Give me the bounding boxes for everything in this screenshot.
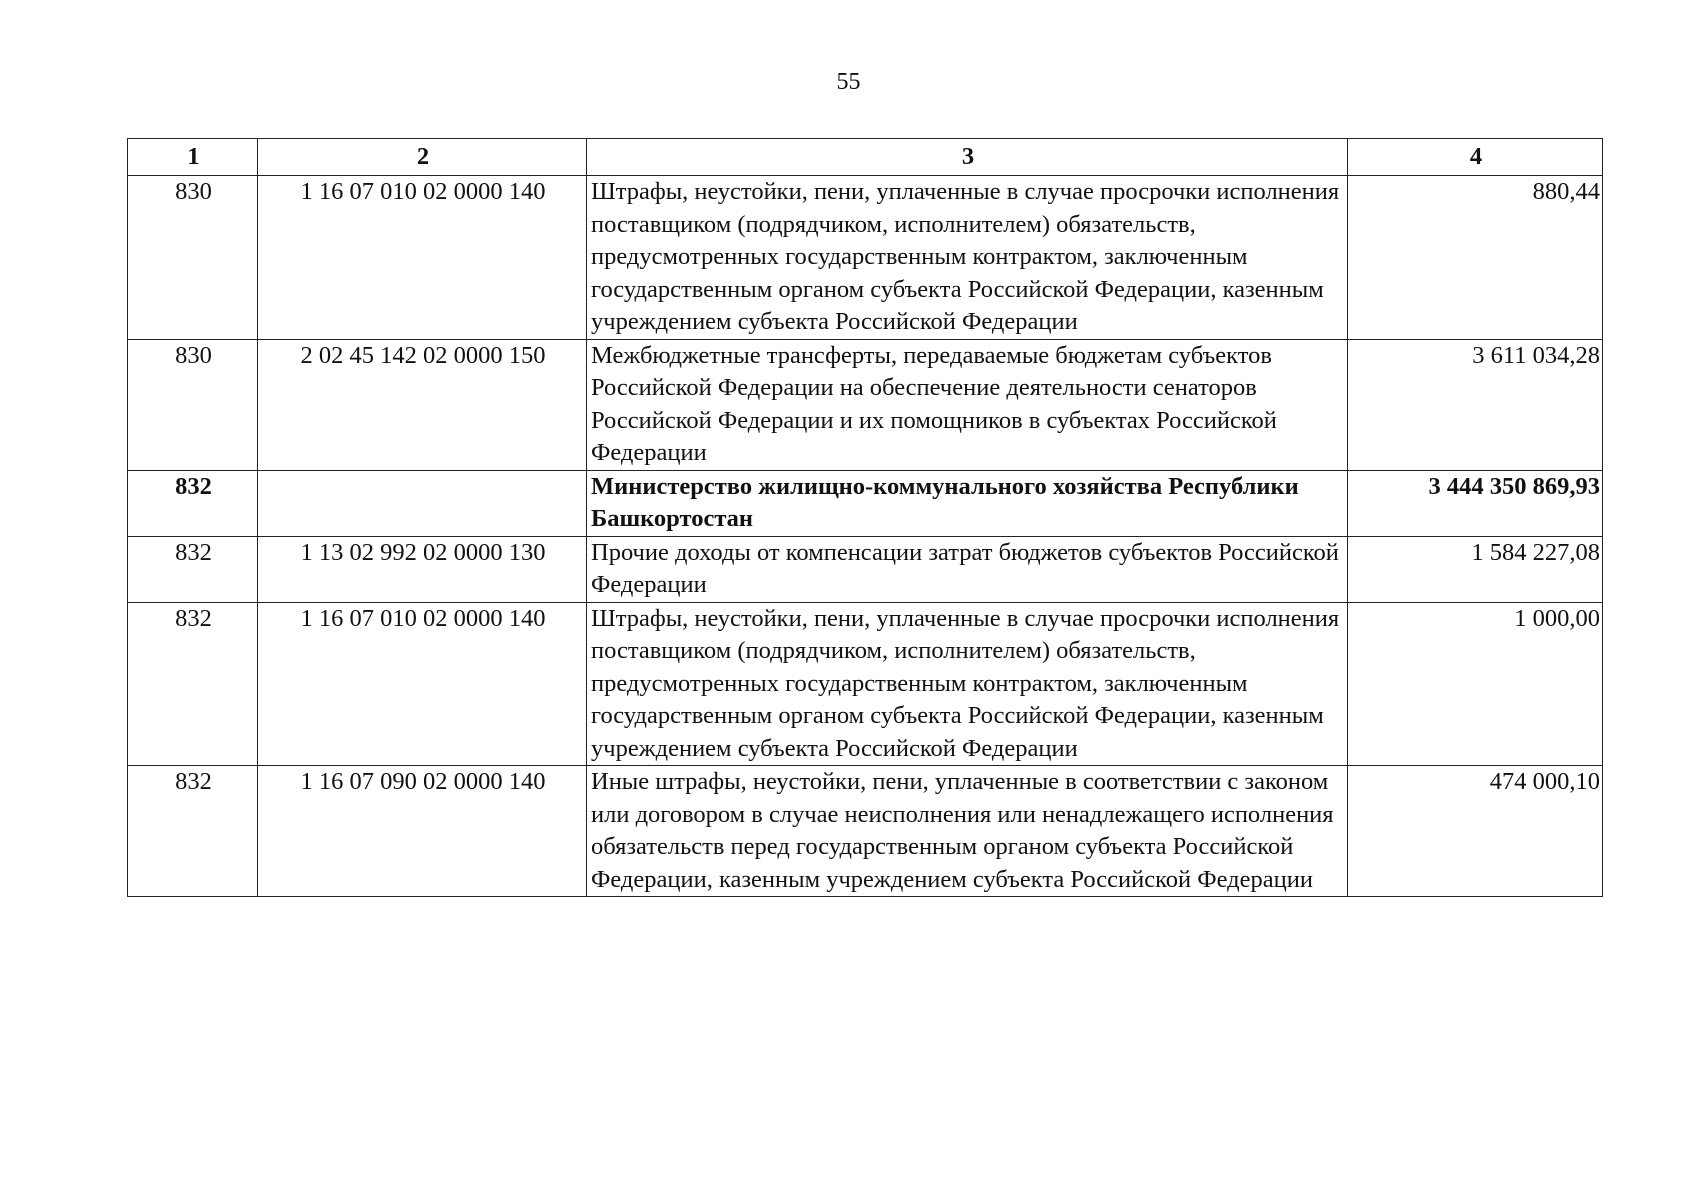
amount-cell: 1 584 227,08 bbox=[1348, 536, 1603, 602]
admin-code-cell: 830 bbox=[128, 176, 258, 340]
income-code-cell: 1 16 07 010 02 0000 140 bbox=[258, 176, 587, 340]
ministry-name-cell: Министерство жилищно-коммунального хозяйства Республики Башкортостан bbox=[587, 470, 1348, 536]
table-row-ministry-total bbox=[128, 470, 1603, 536]
revenue-table bbox=[127, 138, 1603, 897]
income-code-cell: 1 13 02 992 02 0000 130 bbox=[258, 536, 587, 602]
page-number: 55 bbox=[836, 69, 861, 95]
income-code-cell bbox=[258, 470, 587, 536]
header-col-2: 2 bbox=[258, 139, 587, 176]
header-col-3: 3 bbox=[587, 139, 1348, 176]
admin-code-cell: 832 bbox=[128, 602, 258, 766]
amount-cell: 1 000,00 bbox=[1348, 602, 1603, 766]
income-name-cell: Иные штрафы, неустойки, пени, уплаченные в соответствии с законом или договором в случае неисполнения или ненадлежащего исполнения обязательств перед государственным органом субъекта Российской Федерации, казенным учреждением субъекта Российской Федерации bbox=[587, 766, 1348, 897]
table-row bbox=[128, 339, 1603, 470]
income-name-cell: Прочие доходы от компенсации затрат бюджетов субъектов Российской Федерации bbox=[587, 536, 1348, 602]
income-name-cell: Межбюджетные трансферты, передаваемые бюджетам субъектов Российской Федерации на обеспечение деятельности сенаторов Российской Федерации и их помощников в субъектах Российской Федерации bbox=[587, 339, 1348, 470]
amount-cell: 474 000,10 bbox=[1348, 766, 1603, 897]
table-row bbox=[128, 766, 1603, 897]
table-row bbox=[128, 602, 1603, 766]
table-row bbox=[128, 536, 1603, 602]
income-code-cell: 2 02 45 142 02 0000 150 bbox=[258, 339, 587, 470]
header-col-1: 1 bbox=[128, 139, 258, 176]
income-name-cell: Штрафы, неустойки, пени, уплаченные в случае просрочки исполнения поставщиком (подрядчиком, исполнителем) обязательств, предусмотренных государственным контрактом, заключенным государственным органом субъекта Российской Федерации, казенным учреждением субъекта Российской Федерации bbox=[587, 176, 1348, 340]
table-row bbox=[128, 176, 1603, 340]
income-code-cell: 1 16 07 010 02 0000 140 bbox=[258, 602, 587, 766]
admin-code-cell: 832 bbox=[128, 470, 258, 536]
ministry-total-cell: 3 444 350 869,93 bbox=[1348, 470, 1603, 536]
income-code-cell: 1 16 07 090 02 0000 140 bbox=[258, 766, 587, 897]
admin-code-cell: 832 bbox=[128, 536, 258, 602]
income-name-cell: Штрафы, неустойки, пени, уплаченные в случае просрочки исполнения поставщиком (подрядчиком, исполнителем) обязательств, предусмотренных государственным контрактом, заключенным государственным органом субъекта Российской Федерации, казенным учреждением субъекта Российской Федерации bbox=[587, 602, 1348, 766]
amount-cell: 880,44 bbox=[1348, 176, 1603, 340]
admin-code-cell: 830 bbox=[128, 339, 258, 470]
amount-cell: 3 611 034,28 bbox=[1348, 339, 1603, 470]
header-col-4: 4 bbox=[1348, 139, 1603, 176]
admin-code-cell: 832 bbox=[128, 766, 258, 897]
table-header-row bbox=[128, 139, 1603, 176]
